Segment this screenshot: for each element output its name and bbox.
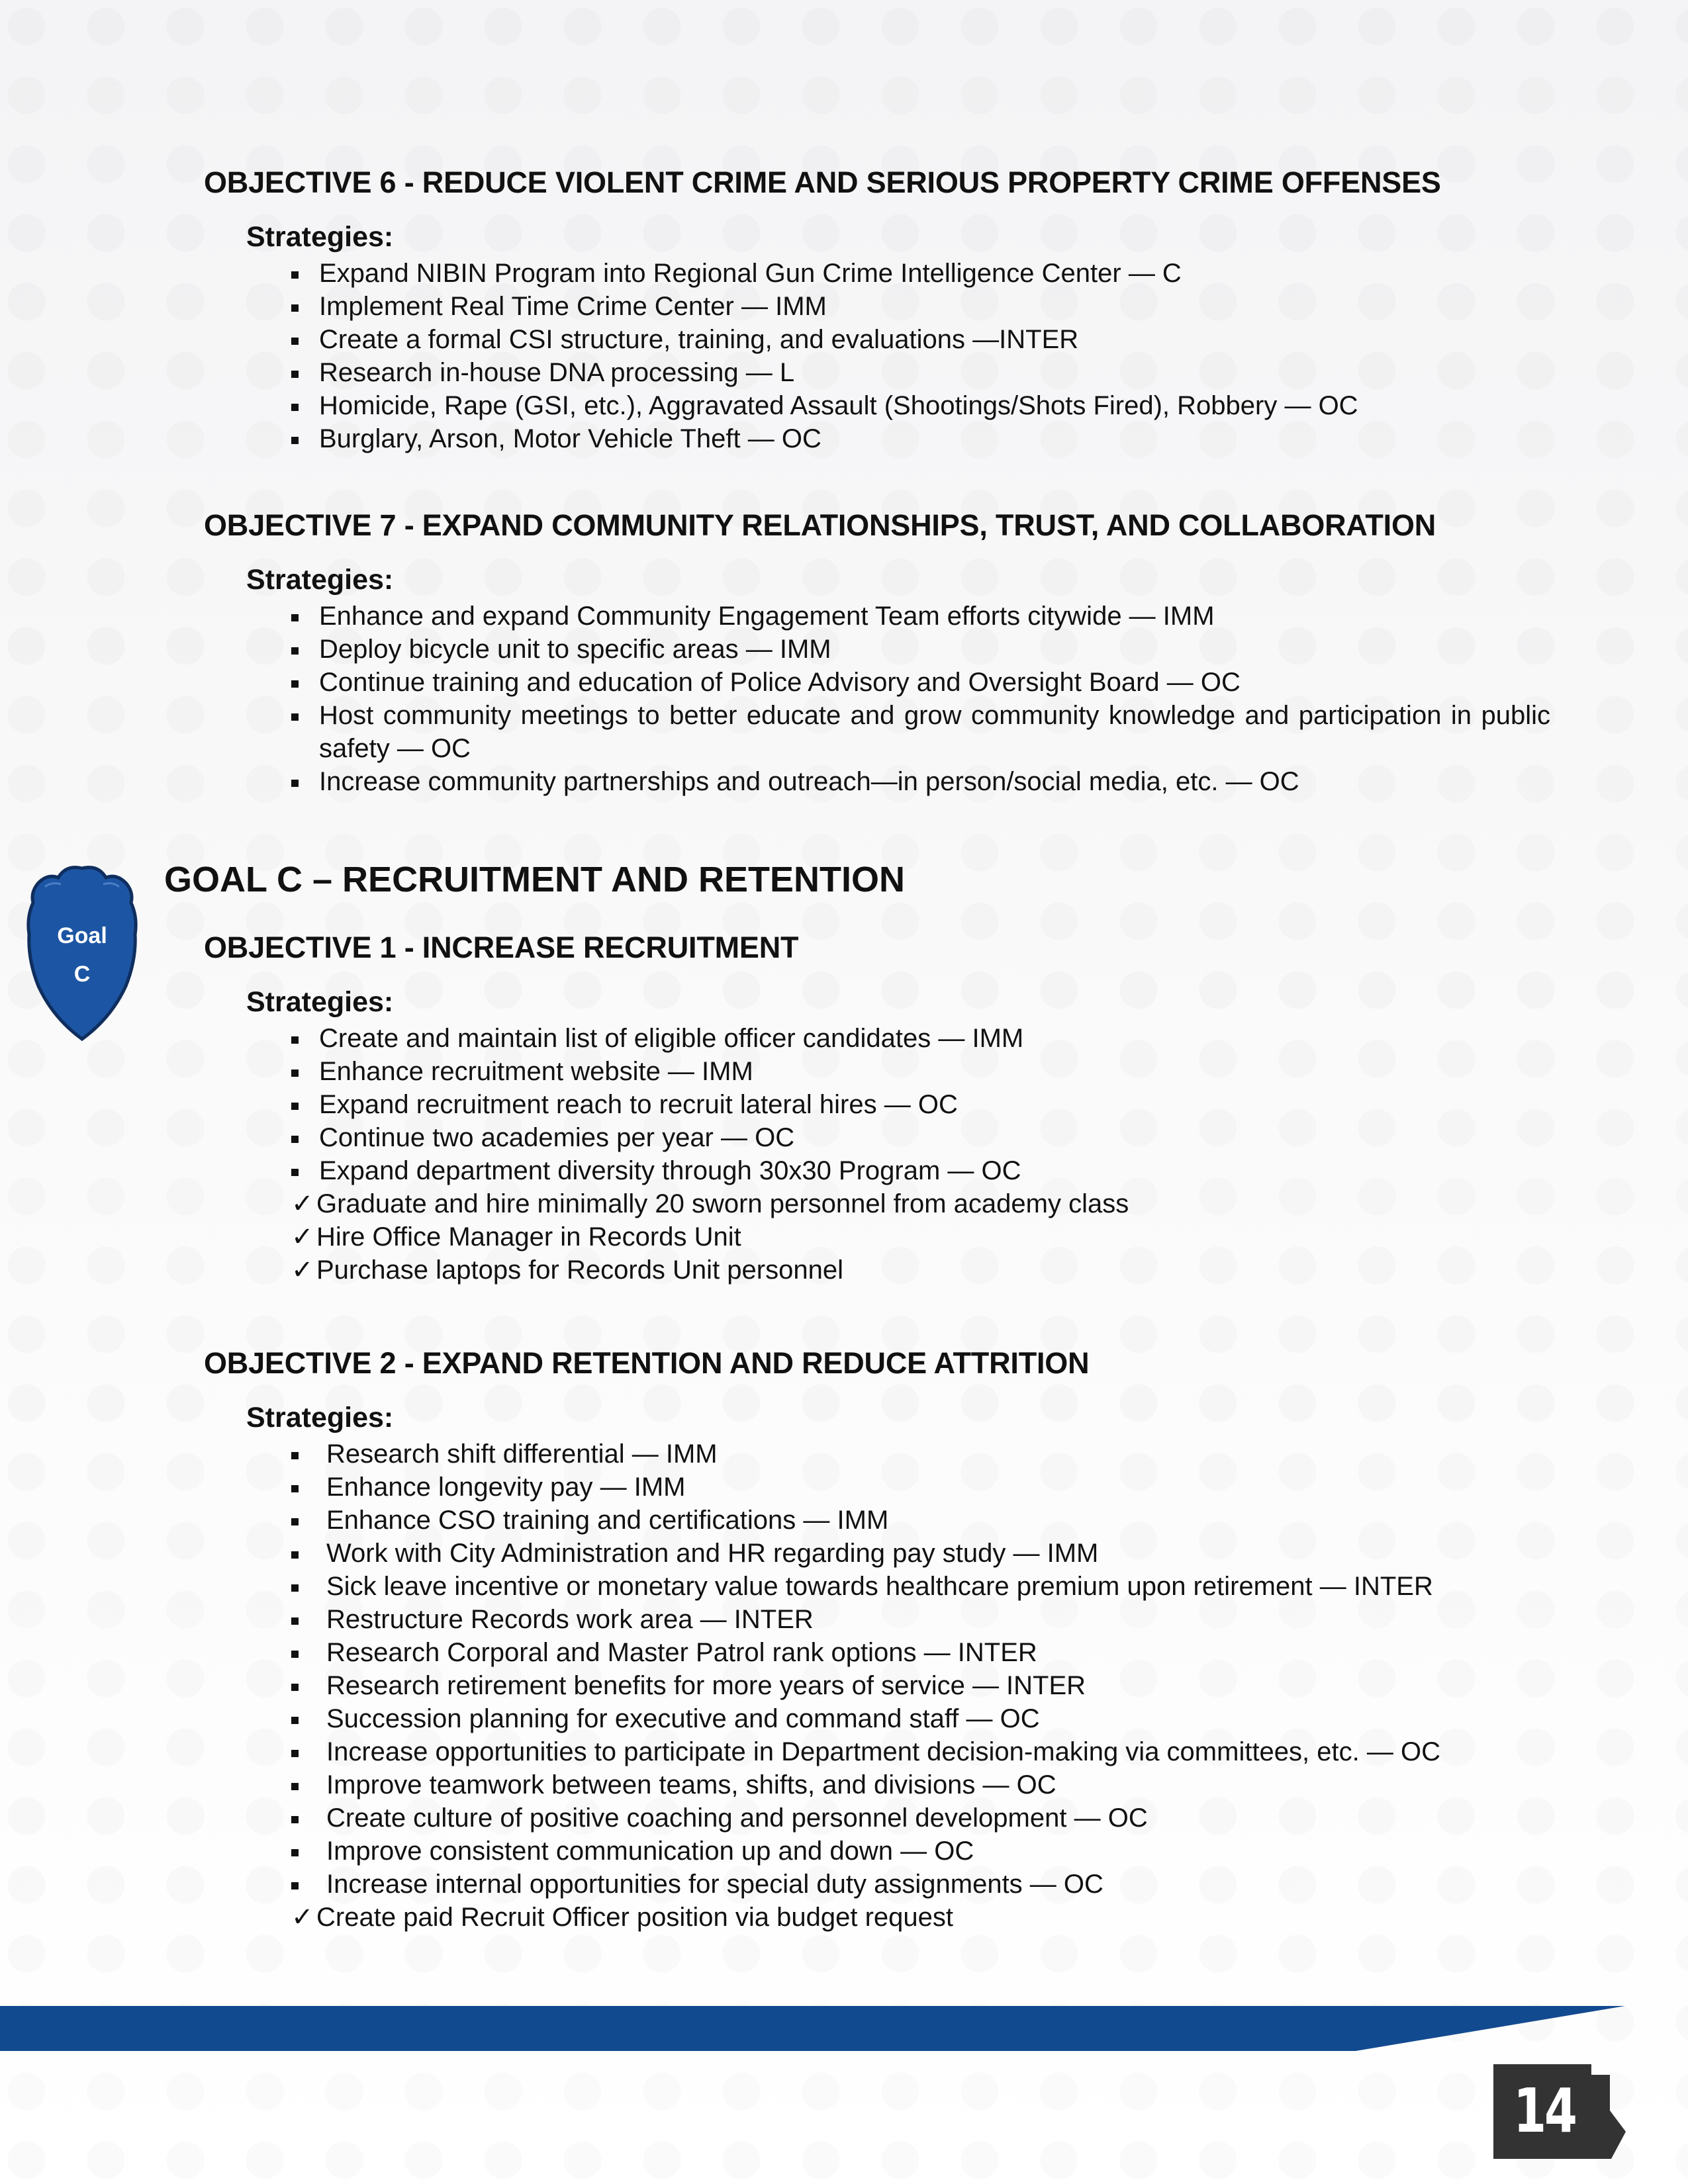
objective-6-strategies-label: Strategies: [246, 221, 394, 253]
list-item: Enhance and expand Community Engagement Team efforts citywide — IMM [291, 600, 1550, 633]
objective-1-strategies-label: Strategies: [246, 986, 394, 1018]
list-item: Enhance CSO training and certifications — IMM [291, 1504, 1440, 1537]
list-item: Implement Real Time Crime Center — IMM [291, 290, 1358, 323]
footer-band [0, 2002, 1688, 2055]
list-item: Create culture of positive coaching and personnel development — OC [291, 1801, 1440, 1835]
goal-badge-line-2: C [73, 962, 91, 987]
completed-item [291, 1901, 1440, 1934]
objective-7-heading: OBJECTIVE 7 - EXPAND COMMUNITY RELATIONSHIPS, TRUST, AND COLLABORATION [204, 508, 1436, 542]
page-number: 14 [1513, 2075, 1575, 2146]
list-item: Succession planning for executive and command staff — OC [291, 1702, 1440, 1735]
list-item: Burglary, Arson, Motor Vehicle Theft — OC [291, 422, 1358, 455]
list-item: Expand department diversity through 30x30 Program — OC [291, 1154, 1129, 1187]
list-item: Increase opportunities to participate in Department decision-making via committees, etc. — OC [291, 1735, 1440, 1768]
completed-item-text: Graduate and hire minimally 20 sworn personnel from academy class [316, 1189, 1129, 1218]
goal-c-title: GOAL C – RECRUITMENT AND RETENTION [164, 860, 906, 899]
list-item: Create and maintain list of eligible officer candidates — IMM [291, 1022, 1129, 1055]
list-item: Enhance recruitment website — IMM [291, 1055, 1129, 1088]
checkmark-icon: ✓ [291, 1222, 314, 1251]
list-item: Expand recruitment reach to recruit lateral hires — OC [291, 1088, 1129, 1121]
objective-2-strategies-label: Strategies: [246, 1402, 394, 1433]
objective-6-heading: OBJECTIVE 6 - REDUCE VIOLENT CRIME AND SERIOUS PROPERTY CRIME OFFENSES [204, 165, 1441, 199]
list-item: Continue two academies per year — OC [291, 1121, 1129, 1154]
list-item: Deploy bicycle unit to specific areas — IMM [291, 633, 1550, 666]
objective-2-strategy-list [291, 1437, 1440, 1934]
list-item: Work with City Administration and HR regarding pay study — IMM [291, 1537, 1440, 1570]
checkmark-icon: ✓ [291, 1189, 314, 1218]
completed-item [291, 1187, 1129, 1220]
list-item: Restructure Records work area — INTER [291, 1603, 1440, 1636]
goal-badge-label [25, 917, 139, 993]
checkmark-icon: ✓ [291, 1255, 314, 1285]
list-item: Sick leave incentive or monetary value towards healthcare premium upon retirement — INTER [291, 1570, 1440, 1603]
objective-7-strategies-label: Strategies: [246, 564, 394, 596]
completed-item-text: Create paid Recruit Officer position via budget request [316, 1903, 954, 1932]
list-item: Research Corporal and Master Patrol rank options — INTER [291, 1636, 1440, 1669]
objective-1-strategy-list [291, 1022, 1129, 1287]
list-item: Enhance longevity pay — IMM [291, 1471, 1440, 1504]
objective-7-strategy-list [291, 600, 1550, 798]
list-item: Host community meetings to better educate and grow community knowledge and participation in public safety — OC [291, 699, 1550, 765]
list-item: Expand NIBIN Program into Regional Gun Crime Intelligence Center — C [291, 257, 1358, 290]
completed-item [291, 1253, 1129, 1287]
list-item: Increase community partnerships and outreach—in person/social media, etc. — OC [291, 765, 1550, 798]
checkmark-icon: ✓ [291, 1903, 314, 1932]
list-item: Homicide, Rape (GSI, etc.), Aggravated Assault (Shootings/Shots Fired), Robbery — OC [291, 389, 1358, 422]
objective-1-heading: OBJECTIVE 1 - INCREASE RECRUITMENT [204, 931, 799, 964]
list-item: Improve teamwork between teams, shifts, and divisions — OC [291, 1768, 1440, 1801]
completed-item-text: Purchase laptops for Records Unit personnel [316, 1255, 843, 1285]
list-item: Increase internal opportunities for special duty assignments — OC [291, 1868, 1440, 1901]
list-item: Research shift differential — IMM [291, 1437, 1440, 1471]
objective-2-heading: OBJECTIVE 2 - EXPAND RETENTION AND REDUCE ATTRITION [204, 1346, 1090, 1380]
goal-badge-line-1: Goal [57, 923, 107, 948]
completed-item-text: Hire Office Manager in Records Unit [316, 1222, 741, 1251]
list-item: Continue training and education of Police Advisory and Oversight Board — OC [291, 666, 1550, 699]
list-item: Research retirement benefits for more years of service — INTER [291, 1669, 1440, 1702]
objective-6-strategy-list [291, 257, 1358, 455]
list-item: Improve consistent communication up and down — OC [291, 1835, 1440, 1868]
list-item: Research in-house DNA processing — L [291, 356, 1358, 389]
completed-item [291, 1220, 1129, 1253]
list-item: Create a formal CSI structure, training, and evaluations —INTER [291, 323, 1358, 356]
